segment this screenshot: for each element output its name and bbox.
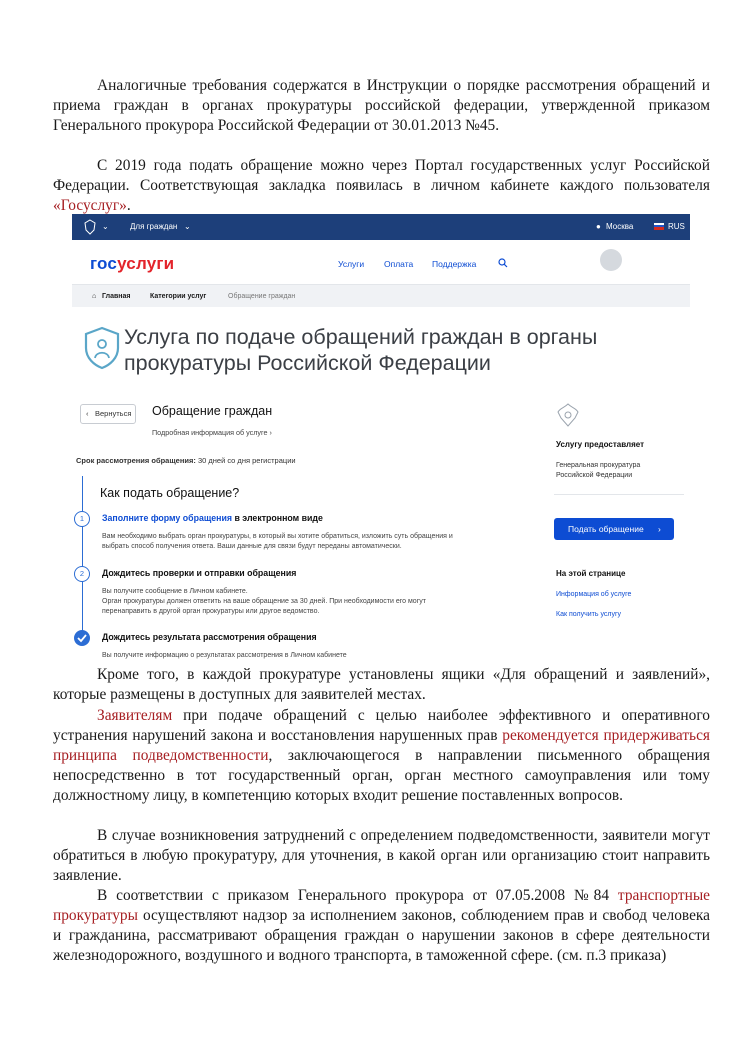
prosecutor-shield-icon — [82, 326, 122, 370]
paragraph-gosuslugi: С 2019 года подать обращение можно через Портал государственных услуг Российской Федерации. Соответствующая закладка появилась в личном кабинете каждого пользователя «Госуслуг». — [53, 157, 710, 214]
step-description: Вы получите информацию о результатах рассмотрения в Личном кабинете — [102, 652, 347, 659]
flag-icon — [654, 223, 664, 230]
step-title: Дождитесь проверки и отправки обращения — [102, 568, 297, 578]
city-selector[interactable]: Москва — [606, 222, 634, 231]
link-service-info[interactable]: Информация об услуге — [556, 591, 632, 598]
breadcrumb-categories[interactable]: Категории услуг — [150, 293, 207, 300]
provider-label: Услугу предоставляет — [556, 440, 645, 449]
gosuslugi-link[interactable]: «Госуслуг» — [53, 197, 127, 214]
provider-name: Генеральная прокуратура Российской Федерации — [556, 462, 641, 479]
step-number: 1 — [74, 511, 90, 527]
step-description: Вам необходимо выбрать орган прокуратуры, в который вы хотите обратиться, изложить суть обращения и выбрать способ получения ответа. Ваши данные для связи будут переданы автоматически. — [102, 533, 453, 550]
paragraph-instruction — [53, 76, 710, 136]
chevron-left-icon: ‹ — [86, 409, 89, 418]
nav-services[interactable]: Услуги — [338, 259, 365, 269]
gosuslugi-logo[interactable]: госуслуги — [90, 254, 175, 273]
breadcrumb-home[interactable]: Главная — [102, 293, 131, 300]
step-title: Дождитесь результата рассмотрения обращения — [102, 632, 317, 642]
chevron-right-icon: › — [658, 524, 661, 534]
link-how-to-get[interactable]: Как получить услугу — [556, 611, 622, 618]
menu-for-citizens[interactable]: Для граждан — [130, 222, 178, 231]
nav-payment[interactable]: Оплата — [384, 259, 414, 269]
paragraph-transport: В соответствии с приказом Генерального прокурора от 07.05.2008 №84 транспортные прокуратуры осуществляют надзор за исполнением законов, соблюдением прав и свобод человека и гражданина, рассматривают обращения граждан о нарушении законов в сфере деятельности железнодорожного, воздушного и водного транспорта, в таможенной сфере. (см. п.3 приказа) — [53, 887, 710, 964]
home-icon: ⌂ — [92, 293, 97, 300]
check-icon — [73, 629, 91, 647]
breadcrumb-current: Обращение граждан — [228, 293, 296, 300]
paragraph-jurisdiction: Заявителям при подаче обращений с целью наиболее эффективного и оперативного устранения нарушений закона и восстановления нарушенных прав рекомендуется придерживаться принципа подведомственности, заключающегося в направлении письменного обращения непосредственно в тот государственный орган, орган местного самоуправления или тому должностному лицу, в компетенцию которых входит решение поставленных вопросов. — [53, 707, 710, 804]
service-details-link[interactable]: Подробная информация об услуге › — [152, 428, 272, 437]
top-bar — [72, 214, 690, 240]
service-title: Услуга по подаче обращений граждан в органы прокуратуры Российской Федерации — [124, 325, 598, 375]
emblem-icon — [82, 219, 98, 235]
paragraph-difficulties: В случае возникновения затруднений с определением подведомственности, заявители могут обратиться в любую прокуратуру, для уточнения, в какой орган или организацию стоит направить заявление. — [53, 827, 710, 884]
step-title: Заполните форму обращения в электронном виде — [102, 513, 323, 523]
review-term: Срок рассмотрения обращения: 30 дней со дня регистрации — [76, 456, 296, 465]
back-button[interactable]: ‹ Вернуться — [80, 404, 136, 424]
site-header — [72, 240, 690, 285]
how-to-title: Как подать обращение? — [100, 486, 240, 500]
language-selector[interactable]: RUS — [668, 222, 685, 231]
submit-appeal-button[interactable]: Подать обращение › — [554, 518, 674, 540]
avatar[interactable] — [600, 249, 622, 271]
step-number: 2 — [74, 566, 90, 582]
paragraph-boxes: Кроме того, в каждой прокуратуре установлены ящики «Для обращений и заявлений», которые размещены в доступных для заявителей местах. — [53, 666, 710, 703]
chevron-down-icon[interactable]: ⌄ — [102, 222, 109, 231]
paragraph-text: Аналогичные требования содержатся в Инструкции о порядке рассмотрения обращений и приема граждан в органах прокуратуры российской федерации, утвержденной приказом Генерального прокурора Российской Федерации от 30.01.2013 №45. — [53, 77, 710, 134]
step-description: Вы получите сообщение в Личном кабинете. Орган прокуратуры должен ответить на ваше обращение за 30 дней. При необходимости его могут перенаправить в другой орган прокуратуры или другое ведомство. — [102, 588, 426, 615]
paragraph-text: С 2019 года подать обращение можно через Портал государственных услуг Российской Федерации. Соответствующая закладка появилась в личном кабинете каждого пользователя — [53, 157, 710, 194]
on-page-title: На этой странице — [556, 569, 626, 578]
nav-support[interactable]: Поддержка — [432, 259, 477, 269]
chevron-down-icon: ⌄ — [184, 222, 191, 231]
breadcrumb — [72, 285, 690, 307]
divider — [554, 494, 684, 495]
gosuslugi-screenshot — [72, 214, 690, 666]
page-title: Обращение граждан — [152, 404, 273, 418]
location-pin-icon: ● — [596, 222, 601, 231]
coat-of-arms-icon — [556, 402, 580, 428]
search-icon[interactable] — [498, 258, 508, 268]
steps-line — [82, 476, 83, 636]
